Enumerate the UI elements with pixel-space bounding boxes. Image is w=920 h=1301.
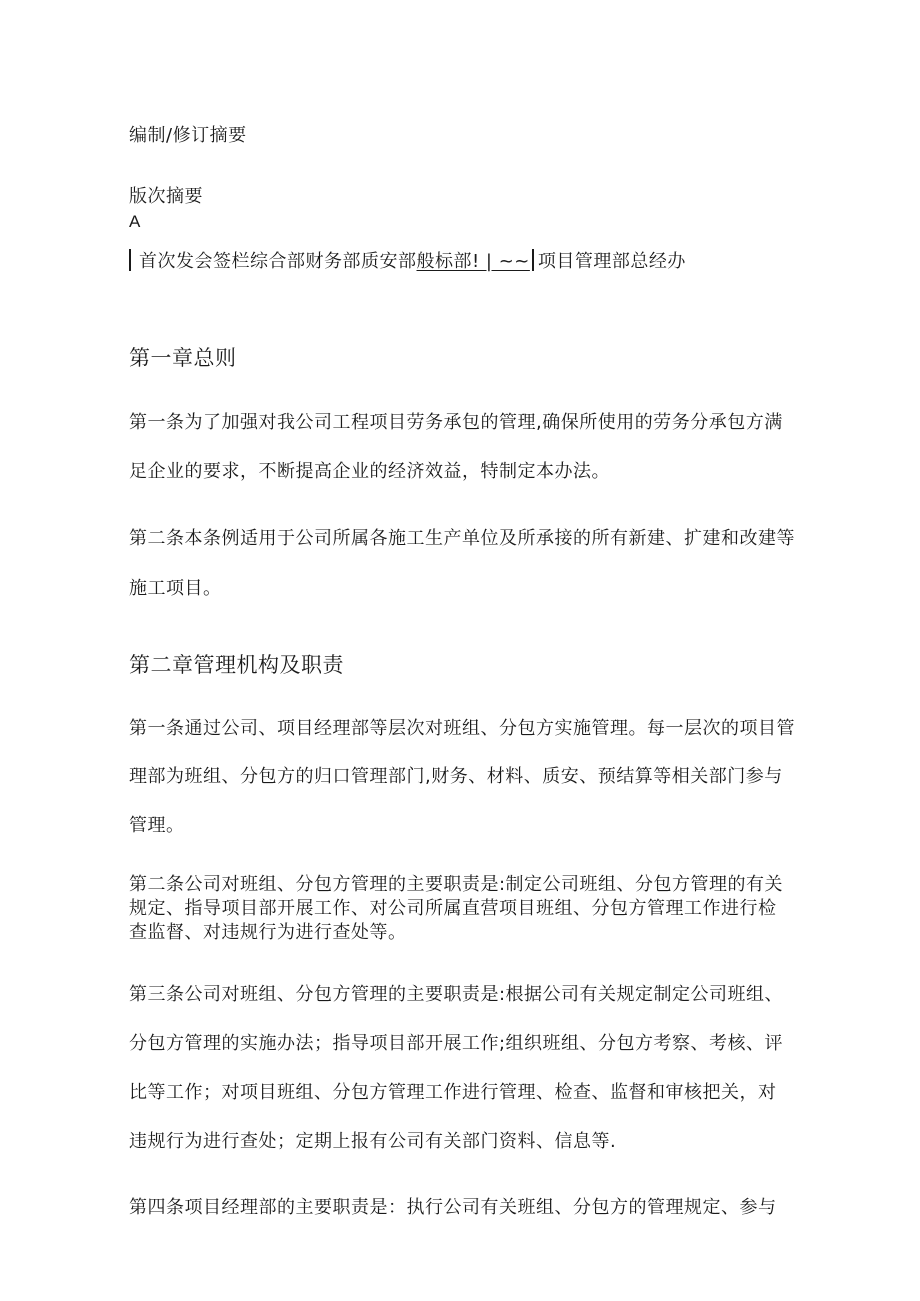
version-letter: A: [129, 212, 141, 231]
chapter2-article3-line2: 分包方管理的实施办法；指导项目部开展工作;组织班组、分包方考察、考核、评: [129, 1033, 784, 1054]
chapter1-title: 第一章总则: [129, 346, 237, 370]
signature-row-underlined: 般标部! | ~~: [416, 251, 530, 272]
chapter1-article1-line2: 足企业的要求，不断提高企业的经济效益，特制定本办法。: [129, 461, 610, 482]
signature-row-main: 首次发会签栏综合部财务部质安部: [139, 251, 417, 272]
revision-summary-title: 编制/修订摘要: [129, 125, 247, 146]
left-rule: [129, 249, 131, 271]
signature-row: [129, 247, 686, 273]
chapter2-article2-line1: 第二条公司对班组、分包方管理的主要职责是:制定公司班组、分包方管理的有关: [129, 874, 784, 895]
chapter2-article3-line3: 比等工作；对项目班组、分包方管理工作进行管理、检查、监督和审核把关，对: [129, 1082, 777, 1103]
version-summary-label: 版次摘要: [129, 186, 203, 207]
chapter1-article1-line1: 第一条为了加强对我公司工程项目劳务承包的管理,确保所使用的劳务分承包方满: [129, 412, 783, 433]
chapter2-article1-line3: 管理。: [129, 815, 185, 836]
chapter2-article3-line1: 第三条公司对班组、分包方管理的主要职责是:根据公司有关规定制定公司班组、: [129, 984, 784, 1005]
signature-row-tail: 项目管理部总经办: [537, 251, 686, 272]
chapter1-article2-line2: 施工项目。: [129, 578, 222, 599]
chapter2-article4-line1: 第四条项目经理部的主要职责是：执行公司有关班组、分包方的管理规定、参与: [129, 1197, 777, 1218]
chapter2-article1-line1: 第一条通过公司、项目经理部等层次对班组、分包方实施管理。每一层次的项目管: [129, 718, 795, 739]
chapter1-article2-line1: 第二条本条例适用于公司所属各施工生产单位及所承接的所有新建、扩建和改建等: [129, 528, 795, 549]
chapter2-article1-line2: 理部为班组、分包方的归口管理部门,财务、材料、质安、预结算等相关部门参与: [129, 766, 783, 787]
right-rule: [532, 249, 534, 271]
chapter2-title: 第二章管理机构及职责: [129, 653, 344, 677]
chapter2-article2-line3: 查监督、对违规行为进行查处等。: [129, 922, 407, 943]
chapter2-article2-line2: 规定、指导项目部开展工作、对公司所属直营项目班组、分包方管理工作进行检: [129, 898, 777, 919]
chapter2-article3-line4: 违规行为进行查处；定期上报有公司有关部门资料、信息等.: [129, 1131, 617, 1152]
